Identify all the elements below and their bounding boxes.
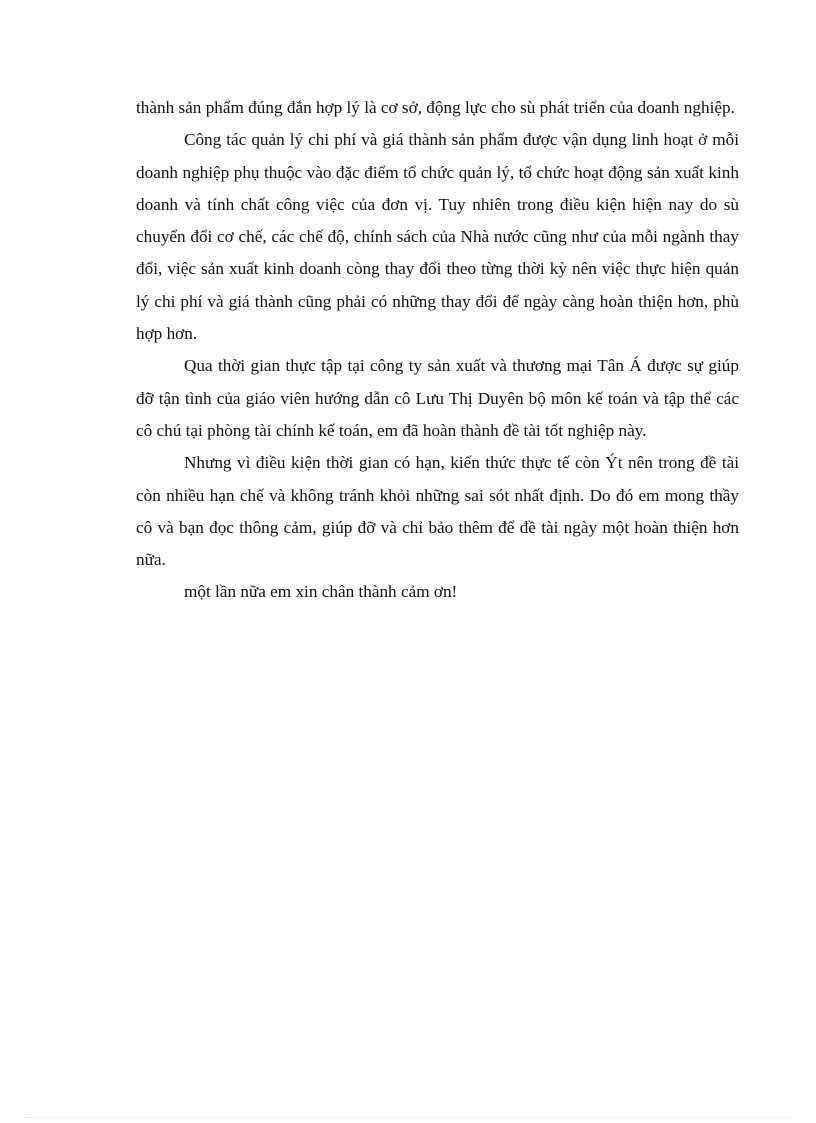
- paragraph-internship: Qua thời gian thực tập tại công ty sản xuất và thương mại Tân Á được sự giúp đỡ tận tình của giáo viên hướng dẫn cô Lưu Thị Duyên bộ môn kế toán và tập thể các cô chú tại phòng tài chính kế toán, em đã hoàn thành đề tài tốt nghiệp này.: [136, 356, 739, 440]
- page-bottom-rule: [24, 1117, 792, 1118]
- body-text: [136, 92, 739, 609]
- paragraph-cost-management: Công tác quản lý chi phí và giá thành sản phẩm được vận dụng linh hoạt ở mỗi doanh nghiệp phụ thuộc vào đặc điểm tổ chức quản lý, tổ chức hoạt động sản xuất kinh doanh và tính chất công việc của đơn vị. Tuy nhiên trong điều kiện hiện nay do sù chuyển đổi cơ chế, các chế độ, chính sách của Nhà nước cũng như của mỗi ngành thay đổi, việc sản xuất kinh doanh còng thay đổi theo từng thời kỳ nên việc thực hiện quản lý chi phí và giá thành cũng phải có những thay đổi để ngày càng hoàn thiện hơn, phù hợp hơn.: [136, 130, 739, 344]
- paragraph-thanks: một lần nữa em xin chân thành cảm ơn!: [184, 582, 458, 602]
- paragraph-continuation: thành sản phẩm đúng đắn hợp lý là cơ sở, động lực cho sù phát triển của doanh nghiệp.: [136, 98, 735, 117]
- paragraph-limitations: Nhưng vì điều kiện thời gian có hạn, kiến thức thực tế còn Ýt nên trong đề tài còn nhiều hạn chế và không tránh khỏi những sai sót nhất định. Do đó em mong thầy cô và bạn đọc thông cảm, giúp đỡ và chỉ bảo thêm để đề tài ngày một hoàn thiện hơn nữa.: [136, 453, 739, 570]
